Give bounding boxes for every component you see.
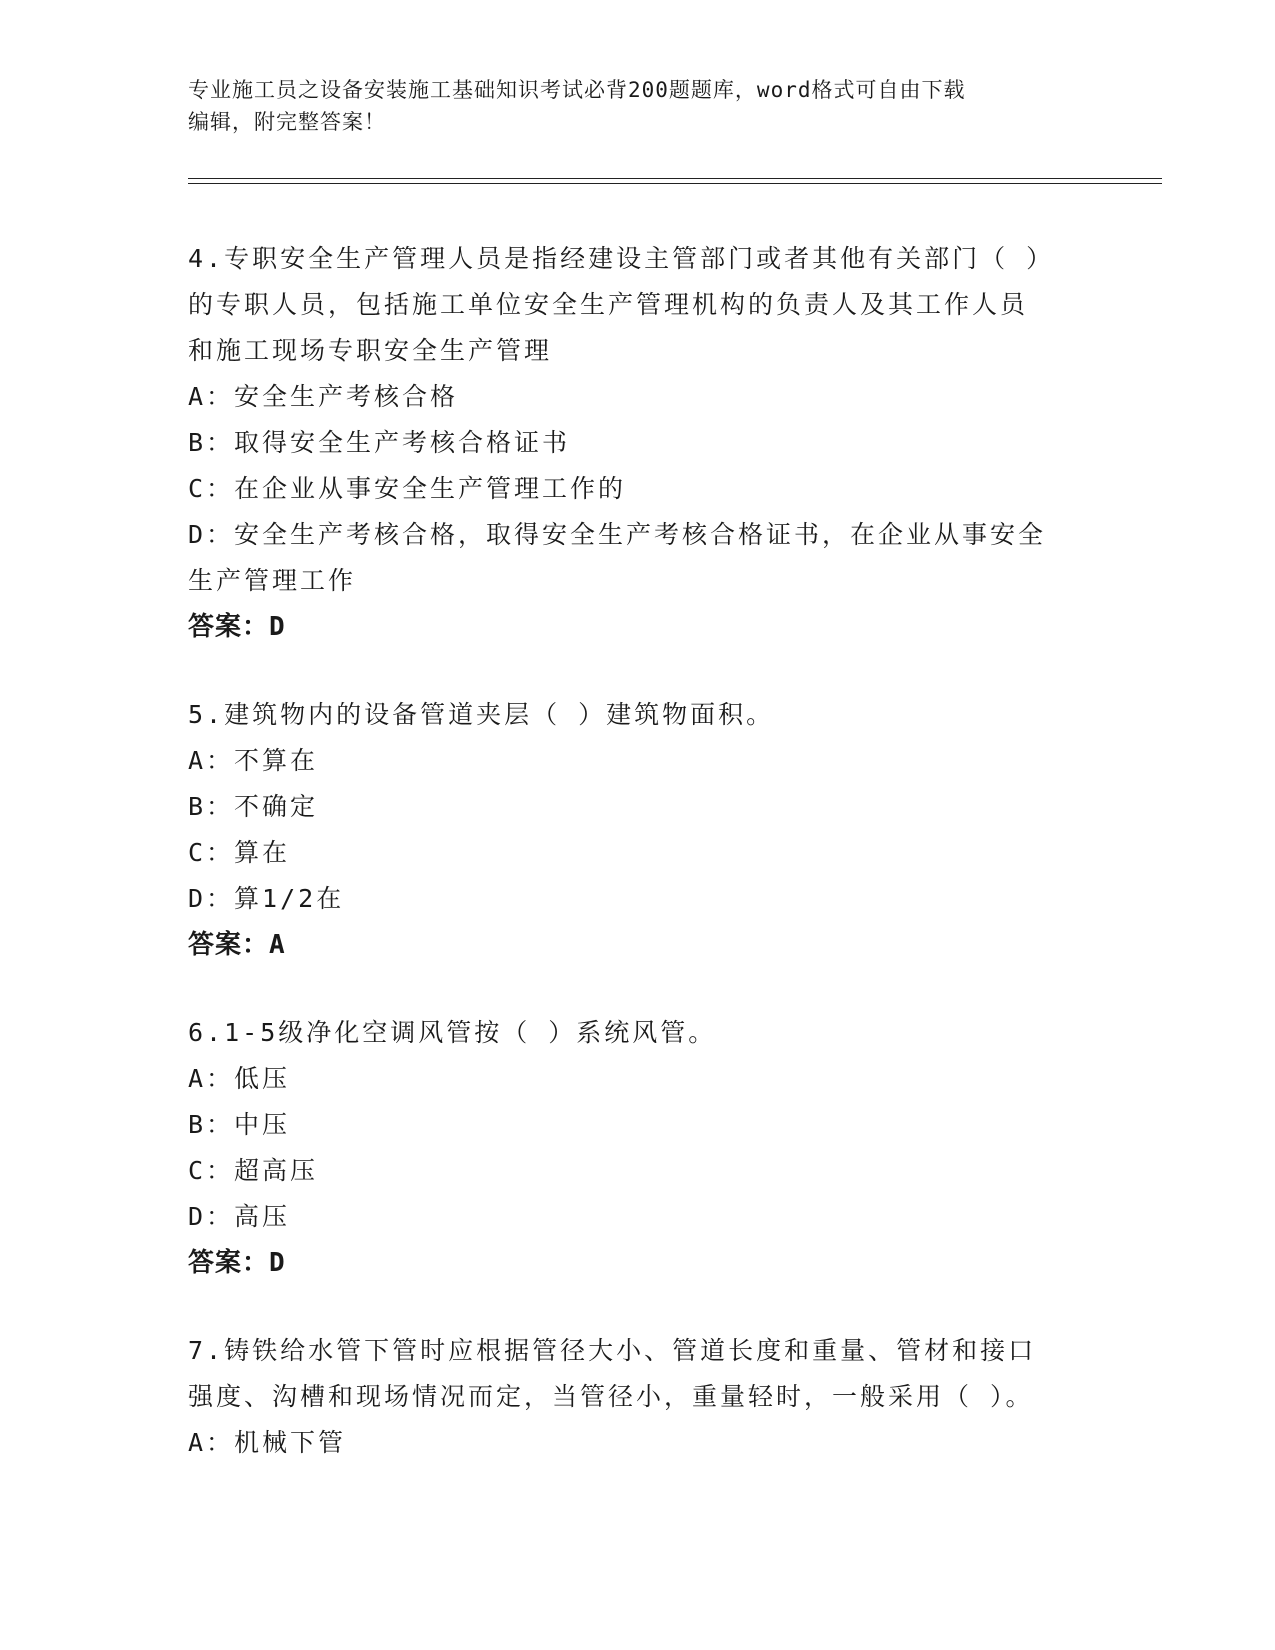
option-d-continued: 生产管理工作	[188, 566, 357, 595]
option-d: D：安全生产考核合格，取得安全生产考核合格证书，在企业从事安全	[188, 520, 1047, 549]
option-a: A：安全生产考核合格	[188, 382, 459, 411]
answer-label: 答案：D	[188, 612, 286, 642]
option-a: A：机械下管	[188, 1428, 347, 1457]
answer-label: 答案：D	[188, 1248, 286, 1278]
option-d: D：算1/2在	[188, 884, 345, 913]
question-4	[188, 236, 1088, 650]
question-stem-line: 和施工现场专职安全生产管理	[188, 336, 553, 365]
option-a: A：低压	[188, 1064, 291, 1093]
option-b: B：取得安全生产考核合格证书	[188, 428, 571, 457]
question-stem-line: 7.铸铁给水管下管时应根据管径大小、管道长度和重量、管材和接口	[188, 1336, 1037, 1365]
option-c: C：算在	[188, 838, 291, 867]
option-a: A：不算在	[188, 746, 319, 775]
question-stem-line: 的专职人员，包括施工单位安全生产管理机构的负责人及其工作人员	[188, 290, 1029, 319]
question-stem-line: 6.1-5级净化空调风管按（ ）系统风管。	[188, 1018, 717, 1047]
option-d: D：高压	[188, 1202, 291, 1231]
question-stem-line: 4.专职安全生产管理人员是指经建设主管部门或者其他有关部门（ ）	[188, 244, 1055, 273]
document-header	[188, 74, 1088, 138]
option-c: C：超高压	[188, 1156, 319, 1185]
option-b: B：不确定	[188, 792, 319, 821]
answer-label: 答案：A	[188, 930, 286, 960]
question-stem-line: 强度、沟槽和现场情况而定，当管径小，重量轻时，一般采用（ ）。	[188, 1382, 1034, 1411]
question-6	[188, 1010, 1088, 1286]
header-divider-bottom	[188, 183, 1162, 184]
option-c: C：在企业从事安全生产管理工作的	[188, 474, 627, 503]
question-5	[188, 692, 1088, 968]
question-stem-line: 5.建筑物内的设备管道夹层（ ）建筑物面积。	[188, 700, 775, 729]
header-line-2: 编辑，附完整答案！	[188, 110, 386, 134]
header-line-1: 专业施工员之设备安装施工基础知识考试必背200题题库，word格式可自由下载	[188, 78, 966, 102]
option-b: B：中压	[188, 1110, 291, 1139]
question-7	[188, 1328, 1088, 1466]
question-list	[188, 236, 1088, 1508]
header-divider-top	[188, 178, 1162, 179]
